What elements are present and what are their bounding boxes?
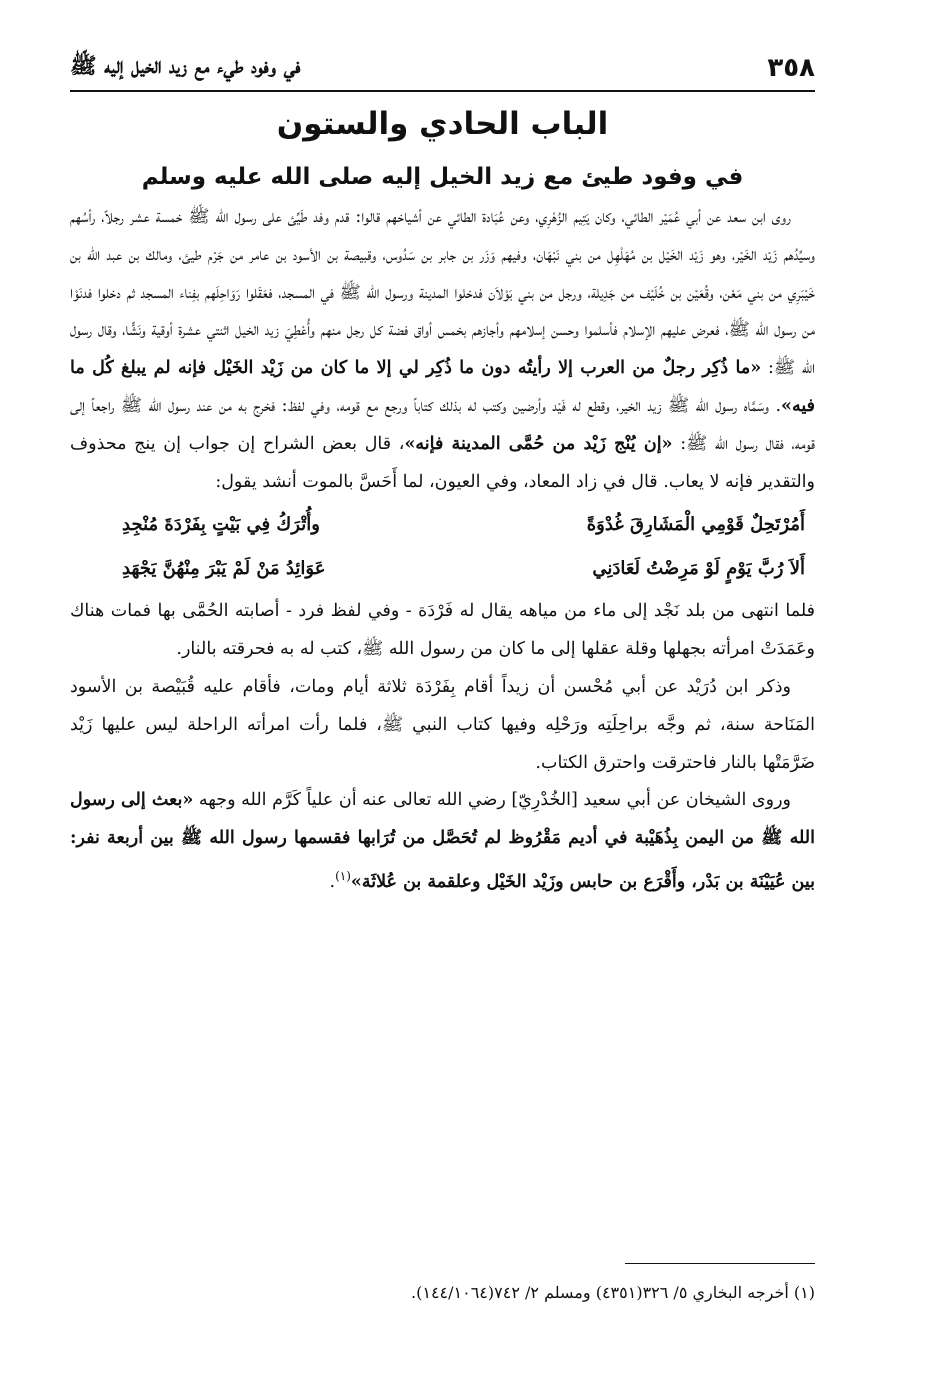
poem (70, 503, 815, 591)
hadith-quote-2: «إن يُنْج زَيْد من حُمَّى المدينة فإنه» (404, 433, 673, 454)
main-text (70, 199, 815, 902)
paragraph-4-text: وروى الشيخان عن أبي سعيد [الخُدْرِيّ] رضي الله تعالى عنه أن علياً كَرَّم الله وجهه (198, 790, 791, 811)
poem-hemistich-first: أَلاَ رُبَّ يَوْمٍ لَوْ مَرِضْتُ لَعَادَنِي (592, 558, 805, 580)
paragraph-2: فلما انتهى من بلد نَجْد إلى ماء من مياهه يقال له فَرْدَة - وفي لفظ فرد - أصابته الحُمَّى بها فمات هناك وعَمَدَتْ امرأته بجهلها وقلة عقلها إلى ما كان من رسول الله ﷺ، كتب له به فحرقته بالنار. (70, 601, 815, 660)
paragraph-4 (70, 782, 815, 901)
paragraph-1-text-c: ، قال بعض الشراح إن جواب إن ينج محذوف والتقدير فإنه لا يعاب. قال في زاد المعاد، وفي العيون، لما أَحَسَّ بالموت أنشد يقول: (70, 433, 815, 492)
poem-verse (70, 547, 815, 591)
paragraph-1-text-a: روى ابن سعد عن أبي عُمَيْر الطائي، وكان يَتِيم الزُهْرِي، وعن عُبَادة الطائي عن أشياخهم قالوا: قدم وفد طَيِّئ على رسول الله ﷺ خمسة عشر رجلاً، رأسُهم وسيِّدُهم زَيْد الخَيْر، وهو زَيْد الخَيْل بن مُهَلْهِل من بني نَبْهَان، وفيهم وَزَر بن جابر بن سَدُوس، وقبيصة بن الأسود بن عامر من جَرْم طيئ، ومالك بن عبد الله بن خَيْبَرِي من بني مَعْن، وقُعَيْن بن خُلَيْف من جَدِيلة، ورجل من بني بَوْلاَن فدخلوا المدينة ورسول الله ﷺ في المسجد، فعَقَلوا رَوَاحِلَهم بفِناء المسجد ثم دخلوا فدنَوْا من رسول الله ﷺ، فعرض عليهم الإسلام فأسلموا وحسن إسلامهم وأجازهم بخمس أواق فضة كل رجل منهم وأُعْطِيَ زيد الخيل اثنتي عشرة أوقية ونَشًّا، وقال رسول الله ﷺ: (70, 207, 815, 379)
paragraph-1 (70, 199, 815, 501)
paragraph-3: وذكر ابن دُرَيْد عن أبي مُحْسن أن زيداً أقام بِفَرْدَة ثلاثة أيام ومات، فأقام عليه قُبَيْصة بن الأسود المَنَاحة سنة، ثم وجَّه براحِلَتِه ورَحْلِه وفيها كتاب النبي ﷺ، فلما رأت امرأته الراحلة ليس عليها زَيْد ضَرَّمَتْها بالنار فاحترقت واحترق الكتاب. (70, 676, 815, 773)
poem-verse (70, 503, 815, 547)
hadith-quote-3: «بعث إلى رسول الله ﷺ من اليمن بِذُهَيْبة في أديم مَقْرُوظ لم تُحَصَّل من تُرَابها فقسمها رسول الله ﷺ بين أربعة نفر: بين عُيَيْنَة بن بَدْر، وأَقْرَع بن حابس وزَيْد الخَيْل وعلقمة بن عُلاثَة» (70, 790, 815, 892)
running-title: في وفود طيء مع زيد الخيل إليه ﷺ (70, 53, 301, 79)
paragraph-1-text-b: . وسَمَّاه رسول الله ﷺ زيد الخير، وقطع له فَيْد وأرضين وكتب له بذلك كتاباً ورجع مع قومه، وفي لفظ: فخرج به من عند رسول الله ﷺ راجعاً إلى قومه، فقال رسول الله ﷺ: (70, 395, 816, 454)
chapter-title: الباب الحادي والستون (276, 106, 609, 142)
footnote-divider (625, 1263, 815, 1264)
hadith-quote-1: «ما ذُكِر رجلٌ من العرب إلا رأيتُه دون ما ذُكِر لي إلا ما كان من زَيْد الخَيْل فإنه لم يبلغ كُل ما فيه» (70, 358, 815, 416)
footnote: (١) أخرجه البخاري ٥/ ٣٢٦(٤٣٥١) ومسلم ٢/ ٧٤٢(١٤٤/١٠٦٤). (411, 1283, 815, 1302)
chapter-subtitle: في وفود طيئ مع زيد الخيل إليه صلى الله عليه وسلم (141, 164, 744, 190)
poem-hemistich-first: أَمُرْتَحِلٌ قَوْمِي الْمَشَارِقَ غُدْوَةً (586, 514, 805, 536)
running-header (70, 46, 815, 92)
page-number: ٣٥٨ (767, 53, 815, 83)
poem-hemistich-second: عَوَائِدُ مَنْ لَمْ يَبْرَ مِنْهُنَّ يَجْهَدِ (122, 558, 326, 580)
footnote-marker[interactable]: (١) (335, 868, 351, 883)
poem-hemistich-second: وأُتْرَكُ فِي بَيْتٍ بِفَرْدَةَ مُنْجِدِ (122, 514, 320, 536)
paragraph-4-end: . (329, 871, 336, 892)
